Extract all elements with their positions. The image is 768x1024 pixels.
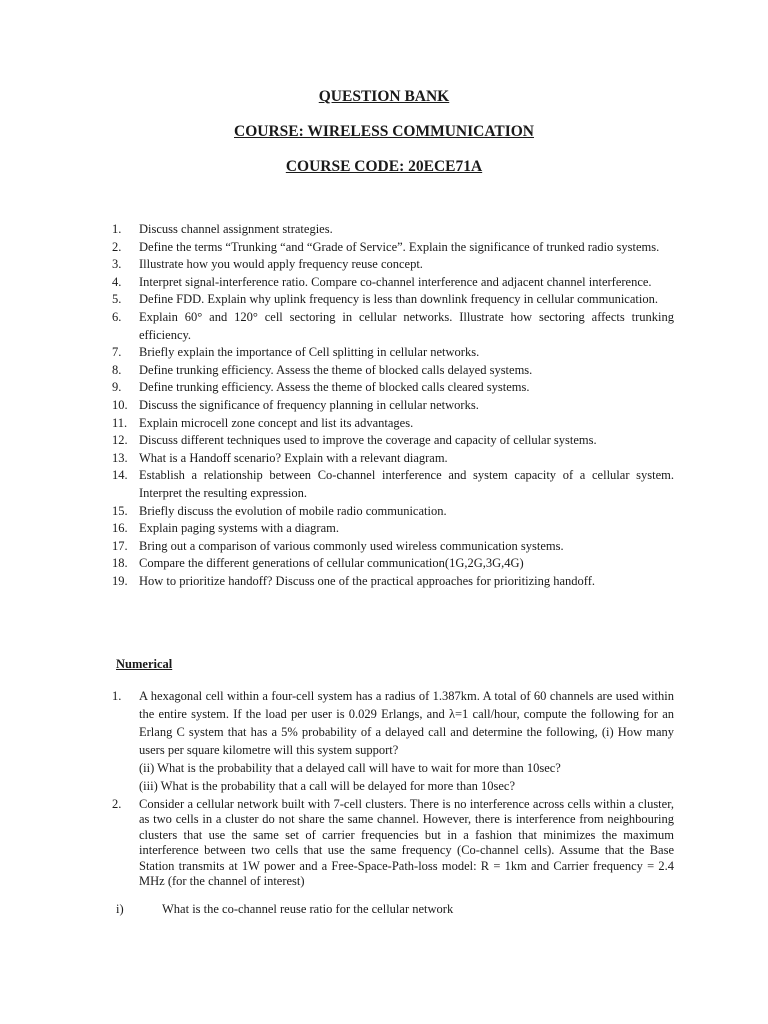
course-title: COURSE: WIRELESS COMMUNICATION: [234, 123, 534, 140]
question-item: [112, 362, 674, 380]
sub-question-label: i): [116, 902, 124, 916]
sub-question-row: [116, 902, 453, 917]
question-item: [112, 344, 674, 362]
question-text: Bring out a comparison of various commonly used wireless communication systems.: [139, 538, 564, 553]
question-text: Explain 60° and 120° cell sectoring in cellular networks. Illustrate how sectoring affects trunking efficiency.: [139, 309, 674, 342]
question-text: Define FDD. Explain why uplink frequency is less than downlink frequency in cellular communication.: [139, 292, 658, 307]
page-title: QUESTION BANK: [318, 88, 450, 105]
question-item: [112, 309, 674, 344]
question-item: [112, 415, 674, 433]
question-text: Explain microcell zone concept and list its advantages.: [139, 415, 414, 430]
question-number: 4.: [112, 274, 122, 289]
sub-question: (iii) What is the probability that a call will be delayed for more than 10sec?: [139, 779, 516, 793]
question-text: Discuss the significance of frequency planning in cellular networks.: [139, 397, 479, 412]
question-number: 14.: [112, 468, 128, 483]
numerical-list: [112, 687, 674, 889]
sub-question-text: What is the co-channel reuse ratio for the cellular network: [162, 902, 454, 916]
question-list: [112, 221, 674, 590]
question-number: 16.: [112, 521, 128, 536]
question-item: [112, 450, 674, 468]
question-number: 11.: [112, 415, 128, 430]
question-text: Briefly explain the importance of Cell splitting in cellular networks.: [139, 345, 480, 360]
item-number: 1.: [112, 689, 122, 703]
question-text: Explain paging systems with a diagram.: [139, 521, 339, 536]
question-item: [112, 467, 674, 502]
question-text: Briefly discuss the evolution of mobile radio communication.: [139, 503, 447, 518]
question-item: [112, 256, 674, 274]
question-text: Illustrate how you would apply frequency reuse concept.: [139, 257, 423, 272]
question-text: Define trunking efficiency. Assess the theme of blocked calls delayed systems.: [139, 362, 533, 377]
numerical-item: [112, 687, 674, 795]
numerical-item: [112, 797, 674, 889]
question-number: 18.: [112, 556, 128, 571]
question-text: How to prioritize handoff? Discuss one of the practical approaches for prioritizing handoff.: [139, 573, 595, 588]
question-number: 15.: [112, 503, 128, 518]
question-text: Define the terms “Trunking “and “Grade of Service”. Explain the significance of trunked radio systems.: [139, 239, 660, 254]
numerical-heading: Numerical: [116, 657, 173, 671]
question-number: 3.: [112, 257, 122, 272]
item-number: 2.: [112, 797, 122, 811]
question-item: [112, 379, 674, 397]
question-text: Discuss different techniques used to improve the coverage and capacity of cellular systems.: [139, 433, 597, 448]
question-item: [112, 503, 674, 521]
question-item: [112, 538, 674, 556]
question-item: [112, 432, 674, 450]
course-code: COURSE CODE: 20ECE71A: [285, 158, 483, 175]
item-text: A hexagonal cell within a four-cell system has a radius of 1.387km. A total of 60 channels are used within the entire system. If the load per user is 0.029 Erlangs, and λ=1 call/hour, compute the following for an Erlang C system that has a 5% probability of a delayed call and determine the following, (i) How many users per square kilometre will this system support?: [139, 689, 674, 757]
question-item: [112, 520, 674, 538]
question-text: What is a Handoff scenario? Explain with a relevant diagram.: [139, 450, 448, 465]
question-item: [112, 291, 674, 309]
question-number: 19.: [112, 573, 128, 588]
question-number: 8.: [112, 362, 122, 377]
question-number: 10.: [112, 397, 128, 412]
question-text: Define trunking efficiency. Assess the theme of blocked calls cleared systems.: [139, 380, 530, 395]
question-item: [112, 221, 674, 239]
question-item: [112, 397, 674, 415]
question-number: 1.: [112, 222, 122, 236]
question-number: 17.: [112, 538, 128, 553]
question-number: 7.: [112, 345, 122, 360]
question-number: 12.: [112, 433, 128, 448]
question-text: Interpret signal-interference ratio. Compare co-channel interference and adjacent channel interference.: [139, 274, 652, 289]
question-item: [112, 573, 674, 591]
question-text: Discuss channel assignment strategies.: [139, 222, 333, 236]
question-number: 2.: [112, 239, 122, 254]
item-text: Consider a cellular network built with 7-cell clusters. There is no interference across cells within a cluster, as two cells in a cluster do not share the same channel. However, there is interference from neighbouring clusters that use the same set of carrier frequencies but in a fashion that minimizes the maximum interference between two cells that use the same frequency (Co-channel cells). Assume that the Base Station transmits at 1W power and a Free-Space-Path-loss model: R = 1km and Carrier frequency = 2.4 MHz (for the channel of interest): [139, 797, 674, 889]
question-item: [112, 274, 674, 292]
question-number: 6.: [112, 309, 122, 324]
question-text: Compare the different generations of cellular communication(1G,2G,3G,4G): [139, 556, 524, 571]
sub-question: (ii) What is the probability that a delayed call will have to wait for more than 10sec?: [139, 761, 561, 775]
question-text: Establish a relationship between Co-channel interference and system capacity of a cellular system. Interpret the resulting expression.: [139, 468, 674, 500]
question-item: [112, 239, 674, 257]
question-number: 9.: [112, 380, 122, 395]
question-item: [112, 555, 674, 573]
question-number: 13.: [112, 450, 128, 465]
question-number: 5.: [112, 292, 122, 307]
